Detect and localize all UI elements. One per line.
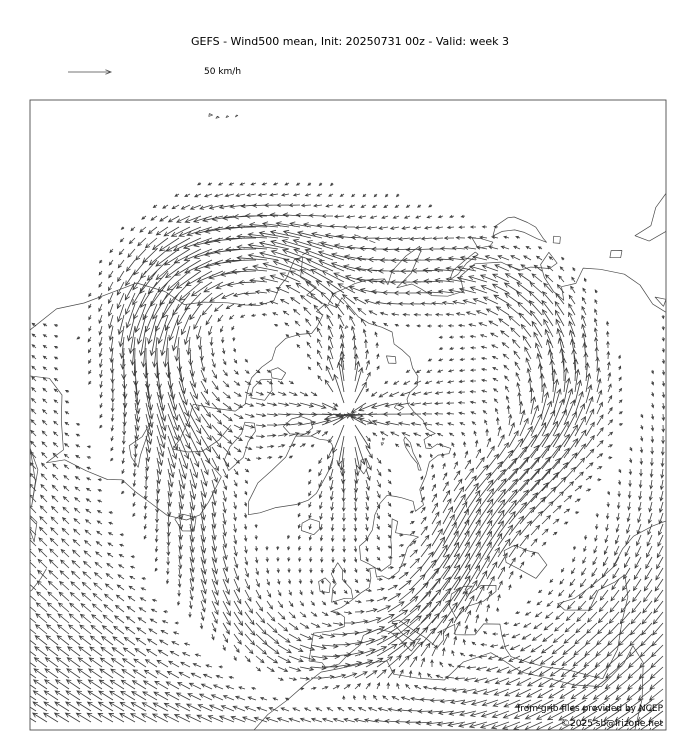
credit-source: from grib files provided by NCEP xyxy=(517,704,663,714)
page-title: GEFS - Wind500 mean, Init: 20250731 00z - Valid: week 3 xyxy=(191,35,509,48)
credit-copyright: ©2025 sb@irizone.net xyxy=(561,719,663,729)
legend-label: 50 km/h xyxy=(204,67,242,77)
